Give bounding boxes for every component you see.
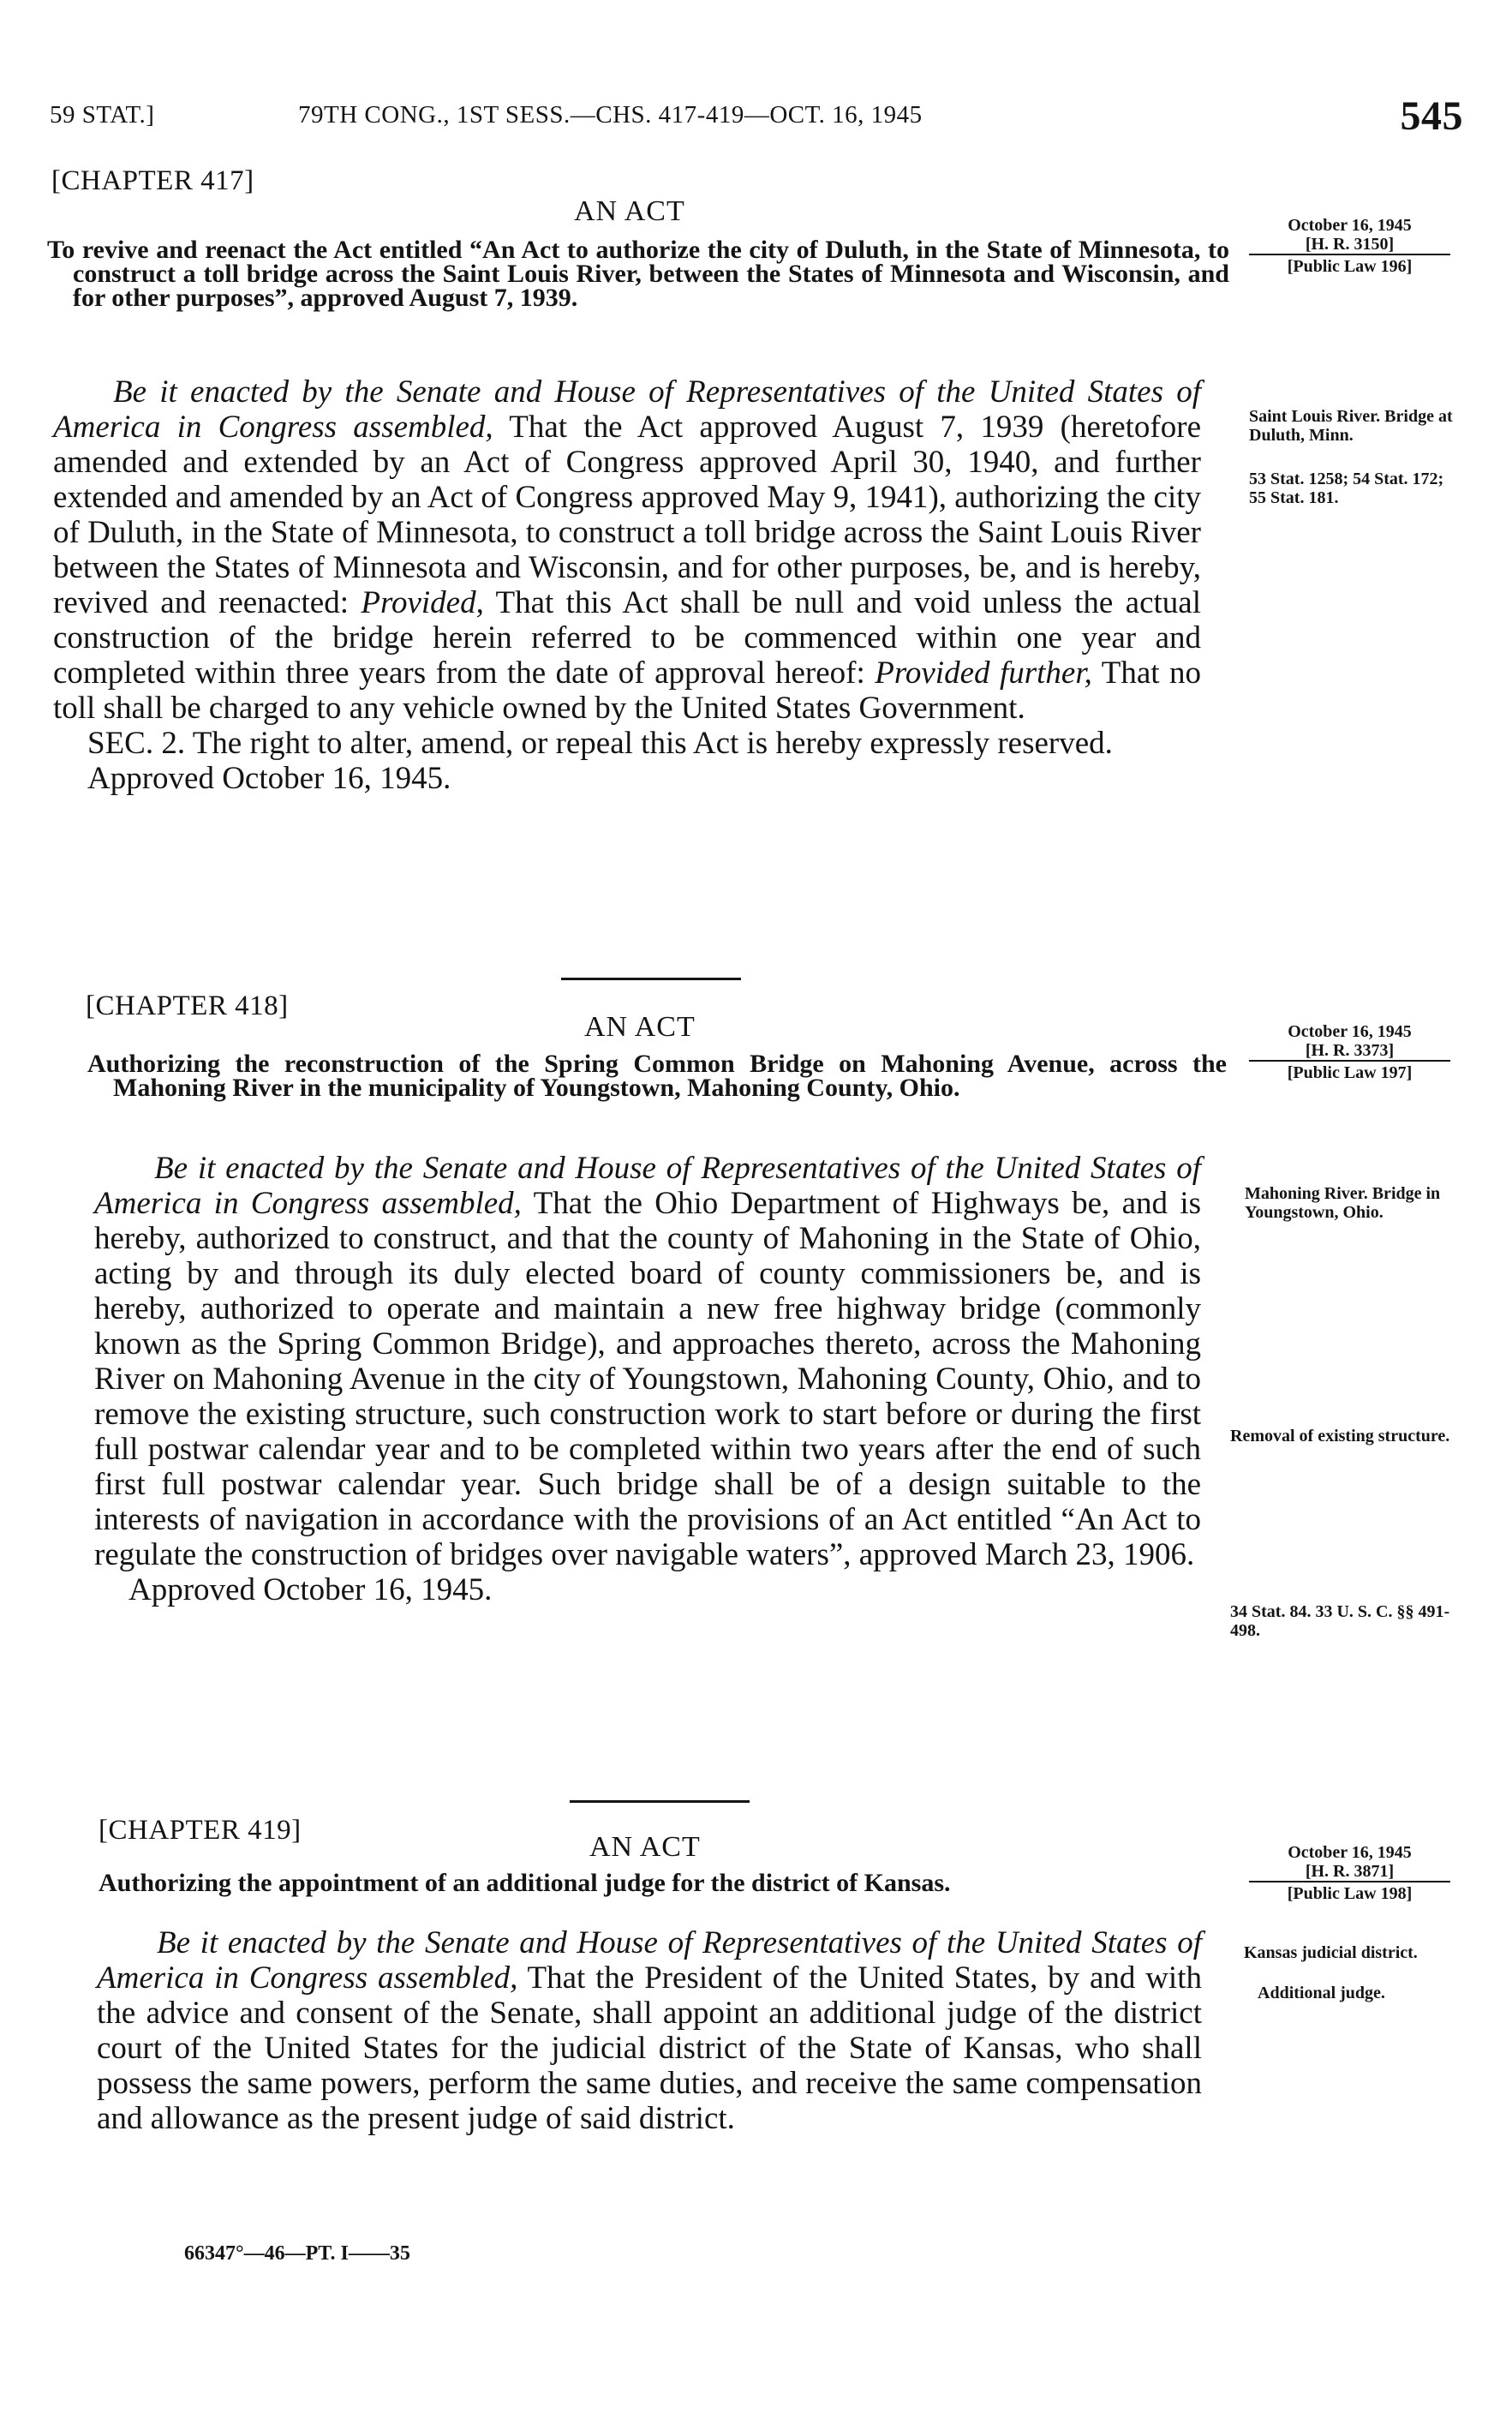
bill-number: [H. R. 3150] (1305, 235, 1395, 254)
act-date: October 16, 1945 (1288, 1843, 1412, 1862)
body-text: That the Act approved August 7, 1939 (heretofore amended and extended by an Act of Congress approved April 30, 1940, and further extended and amended by an Act of Congress approved May 9, 1941), authorizing the city of Duluth, in the State of Minnesota, to construct a toll bridge across the Saint Louis River between the States of Minnesota and Wisconsin, and for other purposes, be, and is hereby, revived and reenacted: (53, 410, 1201, 620)
chapter-417-body (53, 374, 1201, 796)
margin-note: Saint Louis River. Bridge at Duluth, Minn. (1249, 407, 1453, 445)
printer-footnote: 66347°—46—PT. I——35 (184, 2242, 410, 2265)
chapter-419-heading: AN ACT (589, 1831, 701, 1863)
section-2: SEC. 2. The right to alter, amend, or repeal this Act is hereby expressly reserved. (87, 726, 1113, 761)
enacting-clause: Be it enacted by the Senate and House of Representatives of the United States of America in Congress assembled, (97, 1925, 1202, 1996)
bill-number: [H. R. 3373] (1305, 1041, 1395, 1060)
margin-note: Mahoning River. Bridge in Youngstown, Ohio. (1245, 1184, 1441, 1222)
chapter-419-sidenote (1249, 1843, 1450, 1903)
body-text: That the President of the United States, by and with the advice and consent of the Senate, shall appoint an additional judge of the district court of the United States for the judicial district of the State of Kansas, who shall possess the same powers, perform the same duties, and receive the same compensation and allowance as the present judge of said district. (97, 1960, 1202, 2136)
volume-reference: 59 STAT.] (50, 101, 155, 129)
public-law-number: [Public Law 196] (1249, 254, 1450, 276)
chapter-418-label: [CHAPTER 418] (86, 991, 289, 1021)
section-divider (561, 978, 741, 980)
proviso: Provided, (361, 585, 484, 620)
body-text: That the Ohio Department of Highways be, and is hereby, authorized to construct, and that the county of Mahoning in the State of Ohio, acting by and through its duly elected board of county commissioners be, and is hereby, authorized to operate and maintain a new free highway bridge (commonly known as the Spring Common Bridge), and approaches thereto, across the Mahoning River on Mahoning Avenue in the city of Youngstown, Mahoning County, Ohio, and to remove the existing structure, such construction work to start before or during the first full postwar calendar year and to be completed within two years after the end of such first full postwar calendar year. Such bridge shall be of a design suitable to the interests of navigation in accordance with the provisions of an Act entitled “An Act to regulate the construction of bridges over navigable waters”, approved March 23, 1906. (94, 1186, 1201, 1572)
enacting-clause: Be it enacted by the Senate and House of Representatives of the United States of America in Congress assembled, (94, 1151, 1201, 1221)
chapter-418-body (94, 1151, 1201, 1607)
body-text: That this Act shall be null and void unless the actual construction of the bridge herein referred to be commenced within one year and completed within three years from the date of approval hereof: (53, 585, 1201, 691)
margin-note: Removal of existing structure. (1230, 1427, 1450, 1445)
chapter-417-heading: AN ACT (574, 195, 685, 227)
margin-citation: 34 Stat. 84. 33 U. S. C. §§ 491-498. (1230, 1602, 1450, 1640)
bill-number: [H. R. 3871] (1305, 1862, 1395, 1881)
margin-note: Kansas judicial district. (1244, 1943, 1418, 1962)
margin-note: Additional judge. (1258, 1984, 1385, 2002)
chapter-417-title: To revive and reenact the Act entitled “An Act to authorize the city of Duluth, in the State of Minnesota, to construct a toll bridge across the Saint Louis River, between the States of Minnesota and Wisconsin, and for other purposes”, approved August 7, 1939. (47, 236, 1229, 312)
enacting-clause: Be it enacted by the Senate and House of Representatives of the United States of America in Congress assembled, (53, 374, 1201, 445)
body-text: That no toll shall be charged to any vehicle owned by the United States Government. (53, 655, 1201, 726)
proviso: Provided further, (875, 655, 1092, 691)
chapter-418-heading: AN ACT (584, 1011, 696, 1043)
chapter-417-label: [CHAPTER 417] (51, 165, 254, 196)
page-number: 545 (1400, 93, 1463, 139)
public-law-number: [Public Law 197] (1249, 1060, 1450, 1082)
chapter-417-sidenote (1249, 216, 1450, 276)
chapter-418-title: Authorizing the reconstruction of the Spring Common Bridge on Mahoning Avenue, across the Mahoning River in the municipality of Youngstown, Mahoning County, Ohio. (87, 1050, 1227, 1102)
chapter-419-body (97, 1925, 1202, 2136)
act-date: October 16, 1945 (1288, 216, 1412, 235)
public-law-number: [Public Law 198] (1249, 1881, 1450, 1903)
chapter-419-label: [CHAPTER 419] (99, 1815, 302, 1846)
chapter-419-title: Authorizing the appointment of an additional judge for the district of Kansas. (99, 1869, 951, 1897)
approval-line: Approved October 16, 1945. (87, 761, 451, 796)
act-date: October 16, 1945 (1288, 1022, 1412, 1041)
chapter-418-sidenote (1249, 1022, 1450, 1082)
margin-citation: 53 Stat. 1258; 54 Stat. 172; 55 Stat. 181. (1249, 470, 1444, 507)
approval-line: Approved October 16, 1945. (128, 1572, 493, 1607)
congress-session: 79TH CONG., 1ST SESS.—CHS. 417-419—OCT. 16, 1945 (298, 101, 923, 129)
section-divider (570, 1800, 750, 1803)
